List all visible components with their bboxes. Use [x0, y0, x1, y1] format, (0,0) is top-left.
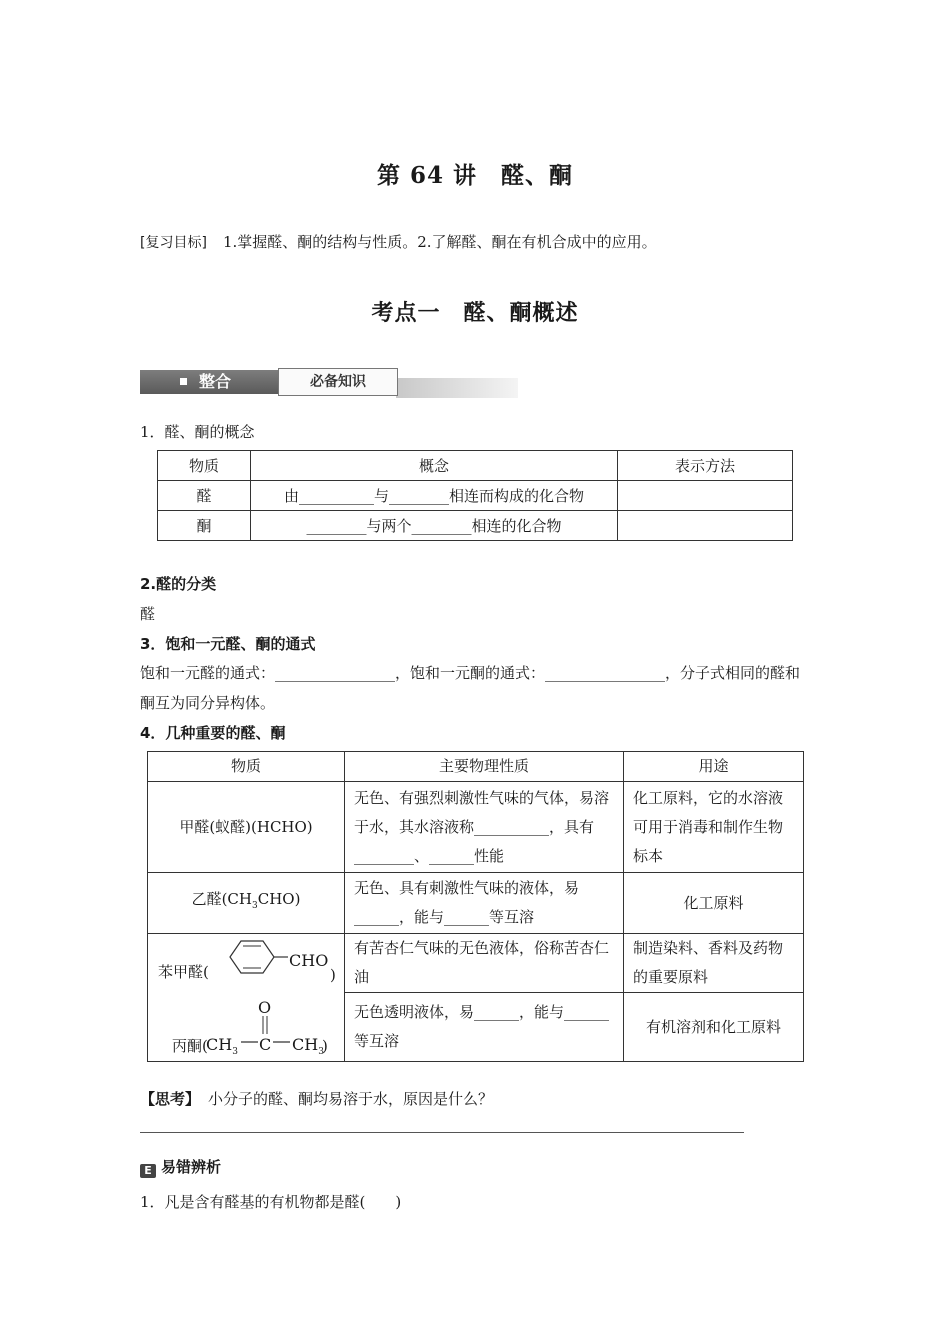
s2-heading: 2.醛的分类: [140, 575, 217, 593]
banner-dark: [140, 370, 278, 394]
header-cell: 物质: [148, 752, 345, 782]
answer-line: [140, 1132, 744, 1133]
error-heading-text: 易错辨析: [161, 1158, 222, 1176]
think-question: [140, 1088, 493, 1109]
table-header-row: [148, 752, 804, 782]
section-banner: [140, 368, 518, 398]
banner-gradient: [396, 378, 518, 398]
s3-body: 饱和一元醛的通式：________________，饱和一元酮的通式：________________，分子式相同的醛和酮互为同分异构体。: [140, 664, 801, 712]
goal-tag: [复习目标]: [140, 235, 207, 251]
cell-use: 化工原料: [624, 873, 804, 934]
cell-repr: [618, 481, 793, 511]
cell-props: 无色、有强烈刺激性气味的气体，易溶于水，其水溶液称__________，具有________、______性能: [345, 782, 624, 873]
carbon-atom: C: [259, 1035, 272, 1054]
header-cell: 概念: [251, 451, 618, 481]
cell-use: 有机溶剂和化工原料: [624, 993, 804, 1062]
table-row: [148, 782, 804, 873]
think-text: 小分子的醛、酮均易溶于水，原因是什么？: [208, 1090, 494, 1108]
name-part: CHO): [257, 890, 301, 908]
cell-concept: ________与两个________相连的化合物: [251, 511, 618, 541]
important-aldehydes-table: [147, 751, 804, 1062]
table-row: [148, 934, 804, 993]
concept-table: [157, 450, 793, 541]
table-row: [148, 873, 804, 934]
oxygen-atom: O: [258, 998, 272, 1017]
square-icon: [180, 378, 187, 385]
table-row: [158, 511, 793, 541]
cell-name: [148, 993, 345, 1062]
table-row: [148, 993, 804, 1062]
banner-right-label: 必备知识: [278, 368, 398, 396]
table-row: [158, 481, 793, 511]
name-part: 乙醛(CH: [191, 890, 252, 908]
header-cell: 物质: [158, 451, 251, 481]
s1-heading: 1．醛、酮的概念: [140, 423, 255, 441]
paren-close: ): [330, 966, 336, 984]
goal-text: 1.掌握醛、酮的结构与性质。2.了解醛、酮在有机合成中的应用。: [222, 233, 657, 251]
header-cell: 主要物理性质: [345, 752, 624, 782]
header-cell: 表示方法: [618, 451, 793, 481]
cell-name: [148, 934, 345, 993]
cell-name: 酮: [158, 511, 251, 541]
cell-use: 制造染料、香料及药物的重要原料: [624, 934, 804, 993]
error-e-icon: E: [140, 1164, 156, 1178]
cell-name: 醛: [158, 481, 251, 511]
cell-props: 有苦杏仁气味的无色液体，俗称苦杏仁油: [345, 934, 624, 993]
think-label: 【思考】: [140, 1090, 201, 1108]
table-header-row: [158, 451, 793, 481]
cell-repr: [618, 511, 793, 541]
ch3-right: [292, 1030, 324, 1067]
cell-name: 甲醛(蚁醛)(HCHO): [148, 782, 345, 873]
review-goals: [140, 231, 657, 252]
name-label: 苯甲醛(: [158, 963, 209, 981]
cell-gap: [208, 991, 284, 996]
ch-text: CH: [292, 1035, 319, 1054]
cell-name: [148, 873, 345, 934]
subscript: 3: [251, 901, 258, 911]
name-label: 丙酮(: [172, 1037, 208, 1055]
subscript: 3: [318, 1047, 324, 1058]
error-analysis-heading: [140, 1156, 221, 1178]
error-question-1: 1．凡是含有醛基的有机物都是醛( ): [140, 1193, 402, 1211]
cell-props: 无色透明液体，易______，能与______等互溶: [345, 993, 624, 1062]
cho-group: CHO: [289, 951, 329, 970]
s2-body: 醛: [140, 605, 156, 623]
ch3-left: [206, 1030, 238, 1067]
paren-close: ): [322, 1037, 328, 1055]
benzene-ring-icon: [216, 937, 288, 977]
banner-left-label: 整合: [199, 372, 232, 391]
s3-heading: 3．饱和一元醛、酮的通式: [140, 635, 316, 653]
page-title: 第 64 讲 醛、酮: [376, 162, 574, 189]
cell-concept: 由__________与________相连而构成的化合物: [251, 481, 618, 511]
header-cell: 用途: [624, 752, 804, 782]
ch-text: CH: [206, 1035, 233, 1054]
cell-props: 无色、具有刺激性气味的液体，易______，能与______等互溶: [345, 873, 624, 934]
s4-heading: 4．几种重要的醛、酮: [140, 724, 286, 742]
section-title: 考点一 醛、酮概述: [371, 300, 579, 326]
subscript: 3: [232, 1047, 238, 1058]
cell-use: 化工原料，它的水溶液可用于消毒和制作生物标本: [624, 782, 804, 873]
